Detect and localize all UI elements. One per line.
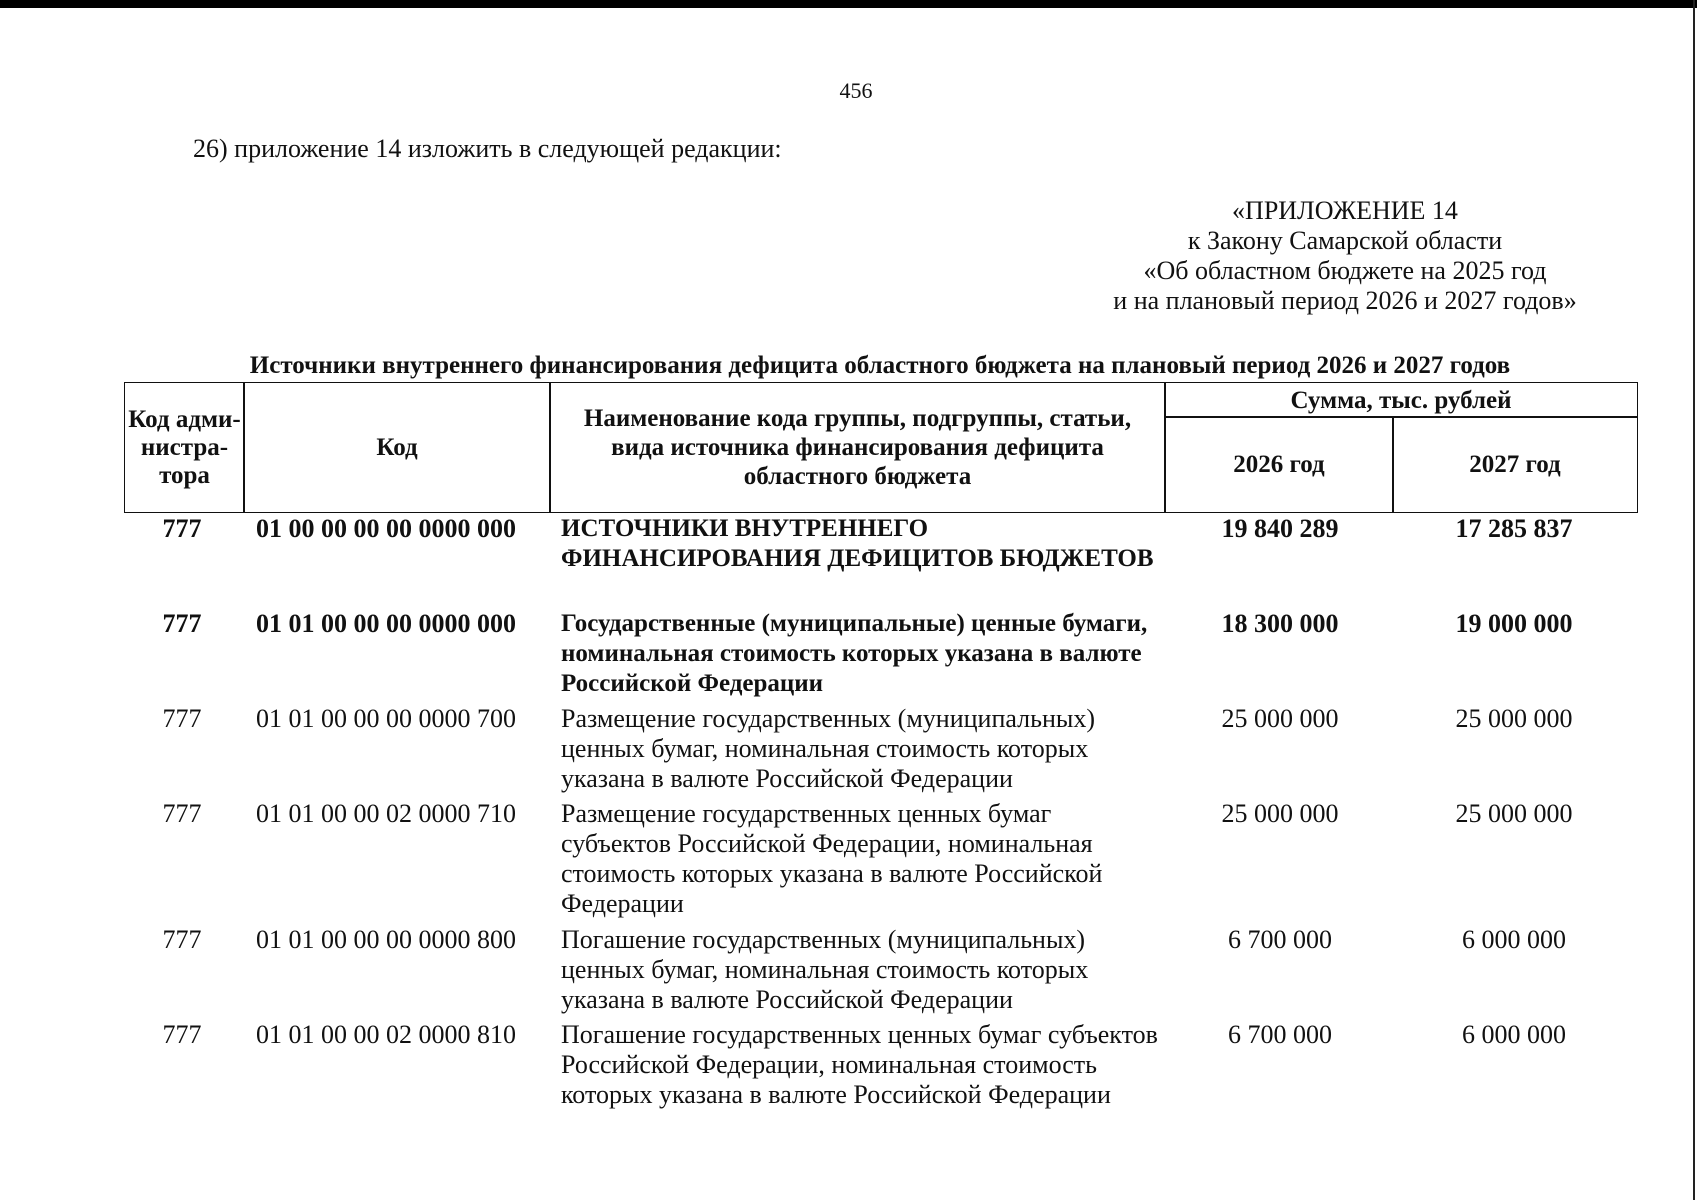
admin-code-cell: 777: [162, 609, 202, 638]
name-cell: Размещение государственных (муниципальных) ценных бумаг, номинальная стоимость которых указана в валюте Российской Федерации: [561, 704, 1096, 793]
value-2027-cell: 19 000 000: [1455, 609, 1573, 638]
appendix-line: «ПРИЛОЖЕНИЕ 14: [1232, 196, 1458, 225]
name-cell: ИСТОЧНИКИ ВНУТРЕННЕГО ФИНАНСИРОВАНИЯ ДЕФИЦИТОВ БЮДЖЕТОВ: [561, 515, 1154, 572]
header-code: Код: [243, 382, 551, 513]
page-number: 456: [839, 78, 873, 103]
appendix-line: «Об областном бюджете на 2025 год: [1143, 256, 1547, 285]
value-2026-cell: 6 700 000: [1228, 925, 1332, 954]
right-border: [1693, 0, 1695, 1200]
code-cell: 01 01 00 00 00 0000 700: [256, 704, 516, 733]
appendix-line: и на плановый период 2026 и 2027 годов»: [1113, 286, 1577, 315]
value-2026-cell: 6 700 000: [1228, 1020, 1332, 1049]
admin-code-cell: 777: [162, 704, 202, 733]
value-2027-cell: 17 285 837: [1455, 514, 1573, 543]
header-admin-code: Код адми-нистра-тора: [124, 382, 245, 513]
table-title: Источники внутреннего финансирования дефицита областного бюджета на плановый период 2026 и 2027 годов: [249, 352, 1511, 379]
admin-code-cell: 777: [162, 1020, 202, 1049]
amendment-instruction: 26) приложение 14 изложить в следующей редакции:: [193, 134, 782, 163]
code-cell: 01 01 00 00 00 0000 000: [256, 609, 516, 638]
header-year-2027: 2027 год: [1392, 416, 1638, 513]
value-2027-cell: 6 000 000: [1462, 1020, 1566, 1049]
value-2027-cell: 6 000 000: [1462, 925, 1566, 954]
top-border: [0, 0, 1697, 8]
code-cell: 01 00 00 00 00 0000 000: [256, 514, 516, 543]
header-sum: Сумма, тыс. рублей: [1164, 382, 1638, 418]
header-name: Наименование кода группы, подгруппы, статьи, вида источника финансирования дефицита областного бюджета: [549, 382, 1166, 513]
value-2027-cell: 25 000 000: [1455, 704, 1573, 733]
code-cell: 01 01 00 00 00 0000 800: [256, 925, 516, 954]
value-2027-cell: 25 000 000: [1455, 799, 1573, 828]
code-cell: 01 01 00 00 02 0000 810: [256, 1020, 516, 1049]
appendix-heading: [1000, 196, 1690, 316]
admin-code-cell: 777: [162, 514, 202, 543]
value-2026-cell: 19 840 289: [1221, 514, 1339, 543]
name-cell: Погашение государственных ценных бумаг субъектов Российской Федерации, номинальная стоимость которых указана в валюте Российской Федерации: [561, 1020, 1158, 1109]
name-cell: Погашение государственных (муниципальных) ценных бумаг, номинальная стоимость которых указана в валюте Российской Федерации: [561, 925, 1089, 1014]
value-2026-cell: 25 000 000: [1221, 799, 1339, 828]
header-year-2026: 2026 год: [1164, 416, 1394, 513]
admin-code-cell: 777: [162, 799, 202, 828]
name-cell: Государственные (муниципальные) ценные бумаги, номинальная стоимость которых указана в валюте Российской Федерации: [561, 610, 1148, 697]
value-2026-cell: 25 000 000: [1221, 704, 1339, 733]
value-2026-cell: 18 300 000: [1221, 609, 1339, 638]
code-cell: 01 01 00 00 02 0000 710: [256, 799, 516, 828]
name-cell: Размещение государственных ценных бумаг субъектов Российской Федерации, номинальная стоимость которых указана в валюте Российской Федерации: [561, 799, 1103, 918]
admin-code-cell: 777: [162, 925, 202, 954]
appendix-line: к Закону Самарской области: [1187, 226, 1503, 255]
